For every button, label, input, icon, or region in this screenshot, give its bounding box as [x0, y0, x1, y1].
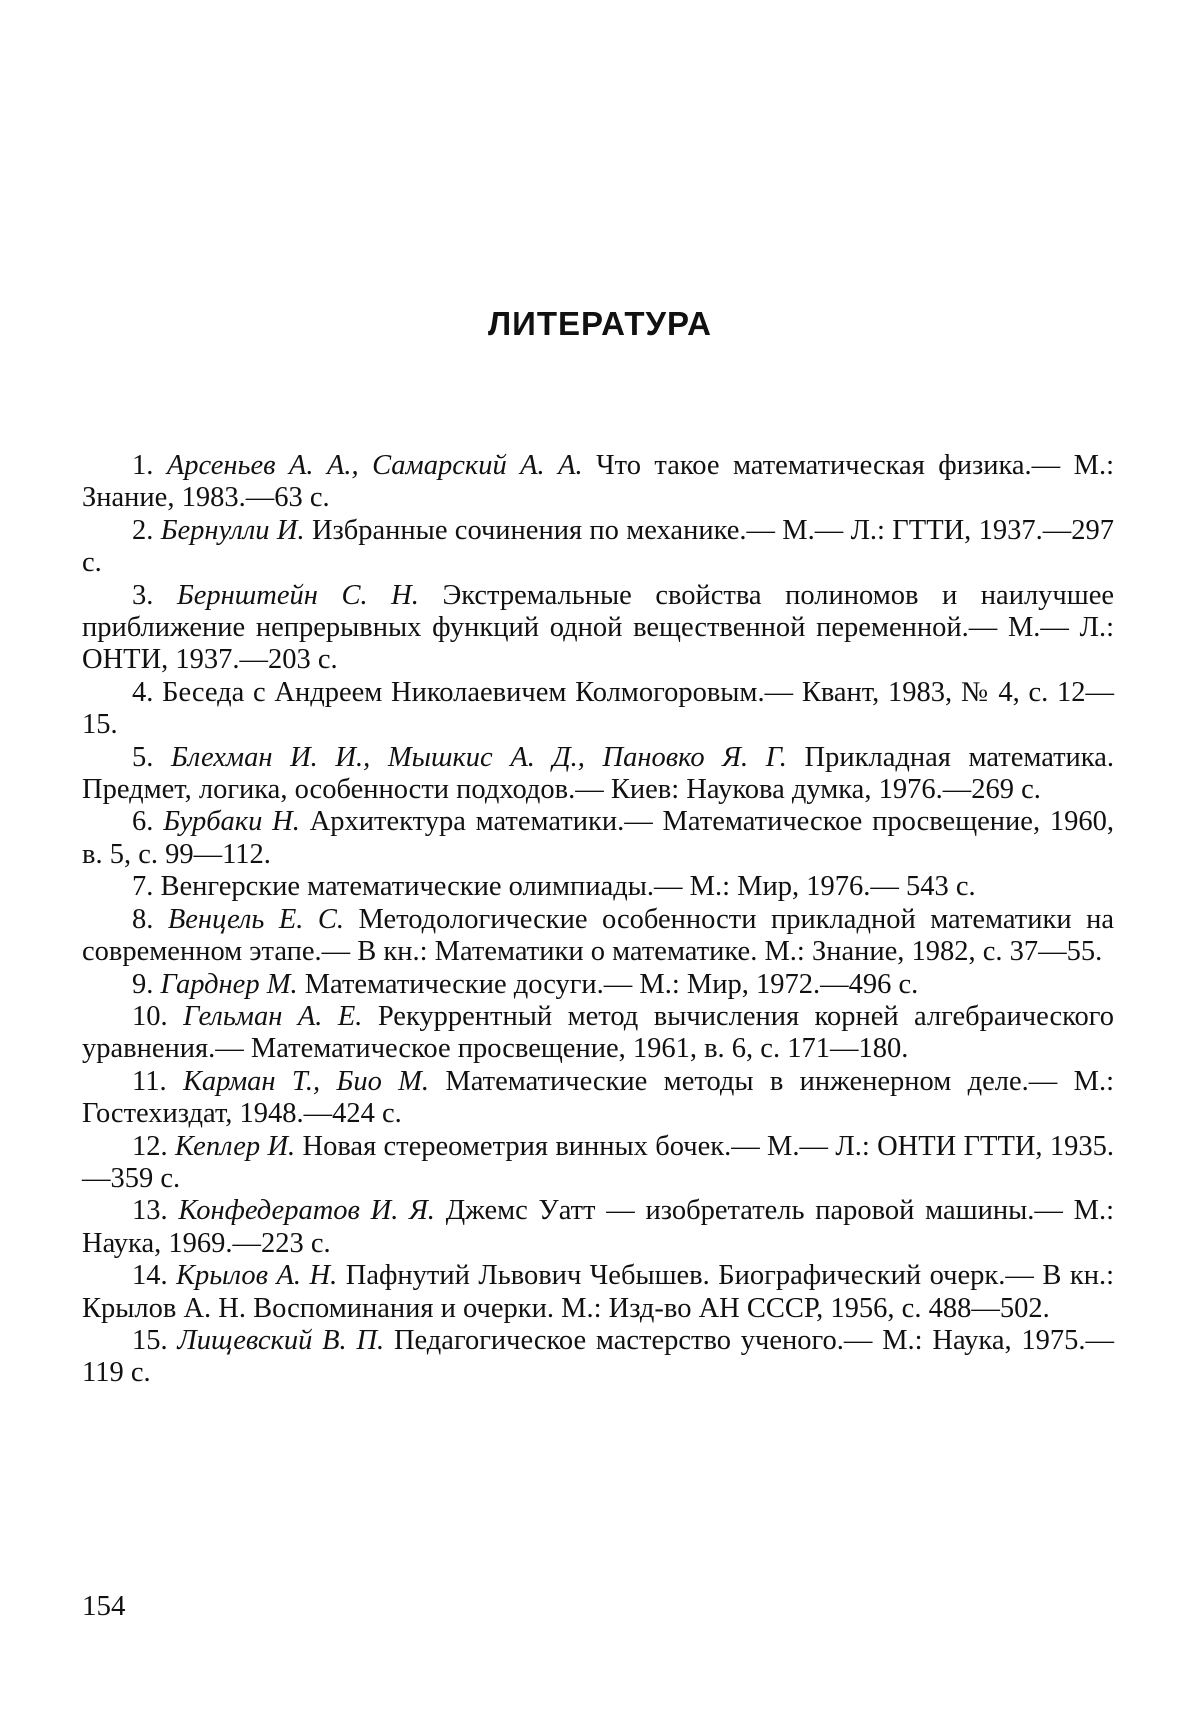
reference-text: Рекуррентный метод вычисления корней алгебраического уравнения.— Математическое просвещение, 1961, в. 6, с. 171—180. [82, 1000, 1115, 1065]
reference-author: Бернулли И. [160, 514, 305, 546]
reference-text: Педагогическое мастерство ученого.— М.: Наука, 1975.—119 с. [82, 1324, 1115, 1389]
reference-text: Джемс Уатт — изобретатель паровой машины.— М.: Наука, 1969.—223 с. [82, 1195, 1115, 1259]
reference-text: Пафнутий Львович Чебышев. Биографический очерк.— В кн.: Крылов А. Н. Воспоминания и очерки. М.: Изд-во АН СССР, 1956, с. 488—502. [82, 1260, 1114, 1324]
reference-author: Крылов А. Н. [176, 1260, 338, 1292]
reference-number: 1. [132, 450, 154, 481]
reference-item [82, 450, 1114, 515]
reference-author: Лищевский В. П. [177, 1324, 385, 1356]
reference-author: Гельман А. Е. [183, 1000, 363, 1032]
reference-number: 2. [132, 514, 154, 546]
reference-item [82, 1131, 1114, 1196]
reference-item [82, 806, 1114, 871]
reference-item [82, 1001, 1114, 1066]
reference-text: Беседа с Андреем Николаевичем Колмогоровым.— Квант, 1983, № 4, с. 12—15. [82, 676, 1114, 741]
reference-item [82, 580, 1114, 677]
reference-item [82, 1260, 1114, 1325]
reference-text: Методологические особенности прикладной математики на современном этапе.— В кн.: Математики о математике. М.: Знание, 1982, с. 37—55. [82, 903, 1115, 968]
reference-number: 9. [132, 968, 154, 1000]
reference-item [82, 515, 1114, 580]
reference-item [82, 1066, 1114, 1131]
reference-text: Избранные сочинения по механике.— М.— Л.: ГТТИ, 1937.—297 с. [82, 514, 1115, 579]
reference-number: 5. [132, 741, 154, 773]
reference-number: 11. [132, 1065, 167, 1097]
reference-item [82, 904, 1114, 969]
reference-number: 10. [132, 1000, 168, 1032]
reference-number: 6. [132, 806, 154, 838]
page-number: 154 [82, 1590, 126, 1622]
reference-text: Прикладная математика. Предмет, логика, особенности подходов.— Киев: Наукова думка, 1976.—269 с. [82, 741, 1114, 806]
reference-text: Что такое математическая физика.— М.: Знание, 1983.—63 с. [82, 450, 1115, 514]
reference-text: Новая стереометрия винных бочек.— М.— Л.: ОНТИ ГТТИ, 1935.—359 с. [82, 1130, 1115, 1194]
reference-number: 14. [132, 1260, 168, 1292]
reference-author: Венцель Е. С. [167, 903, 345, 935]
reference-author: Конфедератов И. Я. [178, 1195, 435, 1227]
reference-author: Кеплер И. [174, 1130, 296, 1162]
reference-number: 13. [132, 1195, 168, 1227]
reference-text: Экстремальные свойства полиномов и наилучшее приближение непрерывных функций одной вещественной переменной.— М.— Л.: ОНТИ, 1937.—203 с. [82, 579, 1115, 676]
reference-list [82, 450, 1114, 1390]
reference-item [82, 871, 1114, 903]
reference-author: Арсеньев А. А., Самарский А. А. [166, 450, 583, 481]
reference-item [82, 969, 1114, 1001]
reference-author: Карман Т., Био М. [182, 1065, 430, 1097]
reference-number: 3. [132, 579, 154, 611]
reference-text: Архитектура математики.— Математическое просвещение, 1960, в. 5, с. 99—112. [82, 806, 1115, 870]
reference-author: Бурбаки Н. [163, 806, 300, 838]
reference-item [82, 1325, 1114, 1390]
reference-author: Блехман И. И., Мышкис А. Д., Пановко Я. Г. [171, 741, 787, 773]
reference-number: 12. [132, 1130, 168, 1162]
reference-number: 8. [132, 903, 154, 935]
reference-number: 7. [132, 871, 154, 903]
reference-text: Венгерские математические олимпиады.— М.: Мир, 1976.— 543 с. [160, 871, 976, 903]
reference-author: Бернштейн С. Н. [176, 579, 419, 611]
reference-number: 4. [132, 676, 154, 708]
reference-text: Математические досуги.— М.: Мир, 1972.—496 с. [304, 968, 919, 1000]
reference-item [82, 677, 1114, 742]
page-title: ЛИТЕРАТУРА [488, 305, 712, 342]
reference-item [82, 1195, 1114, 1260]
reference-item [82, 742, 1114, 807]
reference-text: Математические методы в инженерном деле.— М.: Гостехиздат, 1948.—424 с. [82, 1065, 1115, 1130]
reference-number: 15. [132, 1324, 168, 1356]
reference-author: Гарднер М. [160, 968, 298, 1000]
